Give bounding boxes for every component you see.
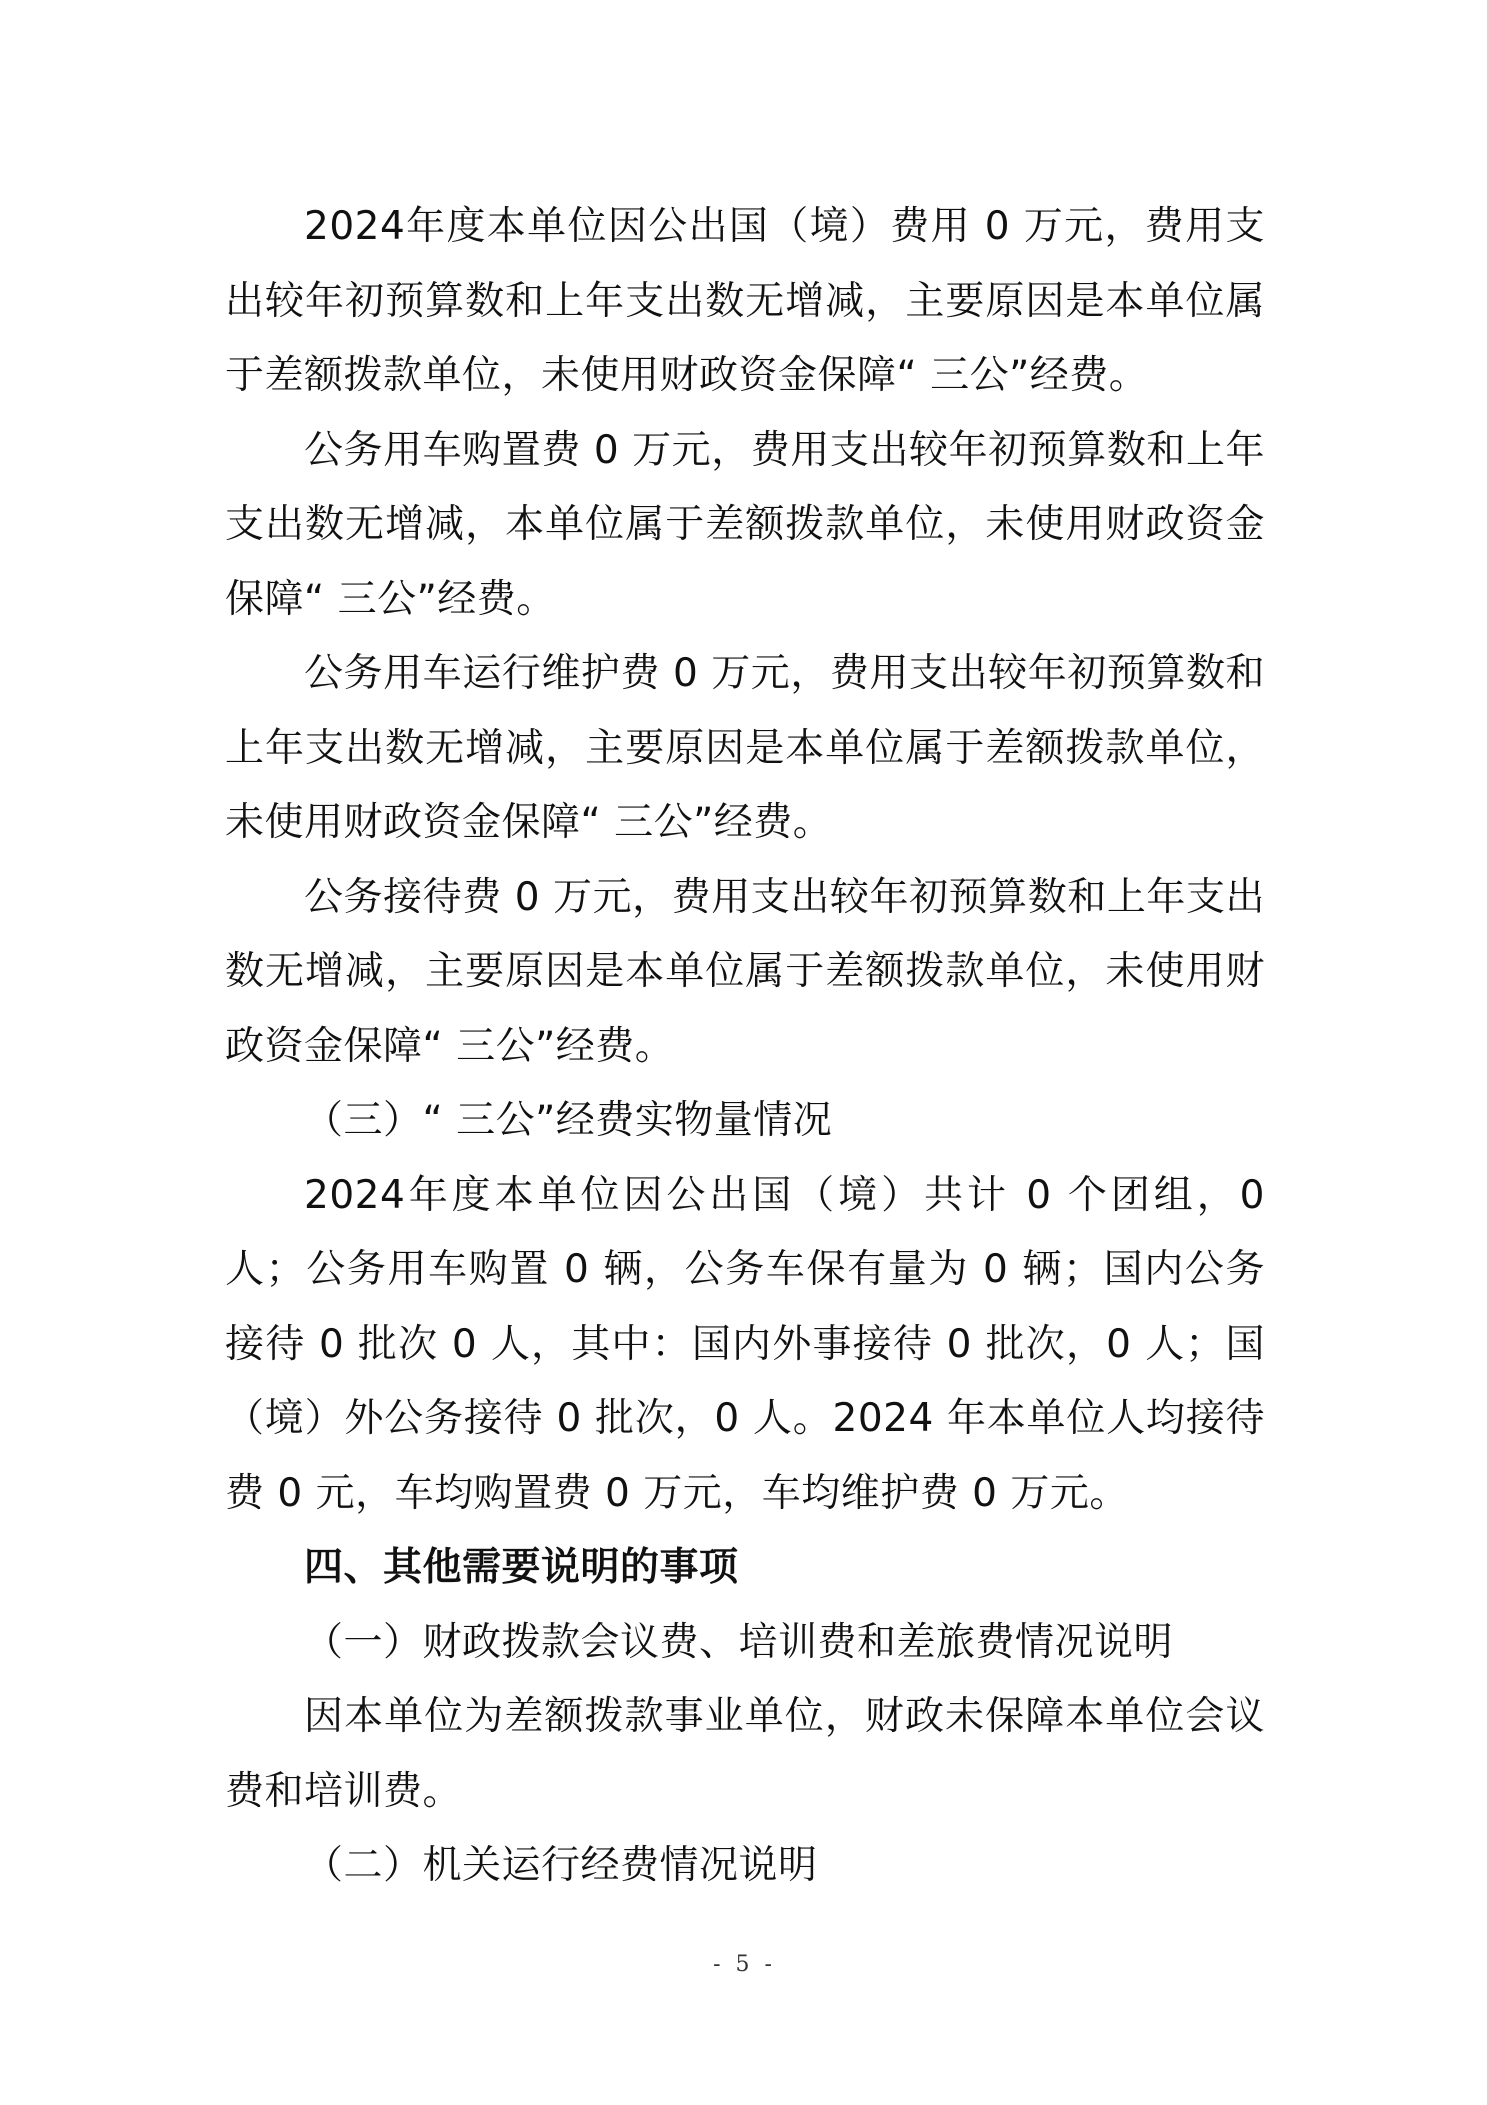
subheading-operating-expenses: （二）机关运行经费情况说明 — [304, 1843, 818, 1888]
paragraph-vehicle-purchase: 公务用车购置费 0 万元，费用支出较年初预算数和上年支出数无增减，本单位属于差额拨款单位，未使用财政资金保障“ 三公”经费。 — [225, 427, 1265, 622]
document-body — [225, 190, 1265, 1904]
paragraph-meeting-training: 因本单位为差额拨款事业单位，财政未保障本单位会议费和培训费。 — [225, 1694, 1265, 1814]
paragraph-vehicle-maintenance: 公务用车运行维护费 0 万元，费用支出较年初预算数和上年支出数无增减，主要原因是本单位属于差额拨款单位，未使用财政资金保障“ 三公”经费。 — [225, 651, 1265, 845]
paragraph-outbound-travel: 2024年度本单位因公出国（境）费用 0 万元，费用支出较年初预算数和上年支出数无增减，主要原因是本单位属于差额拨款单位，未使用财政资金保障“ 三公”经费。 — [225, 204, 1265, 398]
paragraph-official-reception: 公务接待费 0 万元，费用支出较年初预算数和上年支出数无增减，主要原因是本单位属于差额拨款单位，未使用财政资金保障“ 三公”经费。 — [225, 874, 1265, 1069]
page-number: - 5 - — [713, 1952, 776, 1977]
section-heading-other-matters: 四、其他需要说明的事项 — [304, 1545, 739, 1590]
subheading-meeting-training-travel: （一）财政拨款会议费、培训费和差旅费情况说明 — [304, 1619, 1174, 1665]
subheading-physical-quantity: （三）“ 三公”经费实物量情况 — [304, 1098, 833, 1143]
paragraph-physical-quantity: 2024年度本单位因公出国（境）共计 0 个团组，0 人；公务用车购置 0 辆，公务车保有量为 0 辆；国内公务接待 0 批次 0 人，其中：国内外事接待 0 批次，0 人；国（境）外公务接待 0 批次，0 人。2024 年本单位人均接待费 0 元，车均购置费 0 万元，车均维护费 0 万元。 — [225, 1172, 1265, 1516]
